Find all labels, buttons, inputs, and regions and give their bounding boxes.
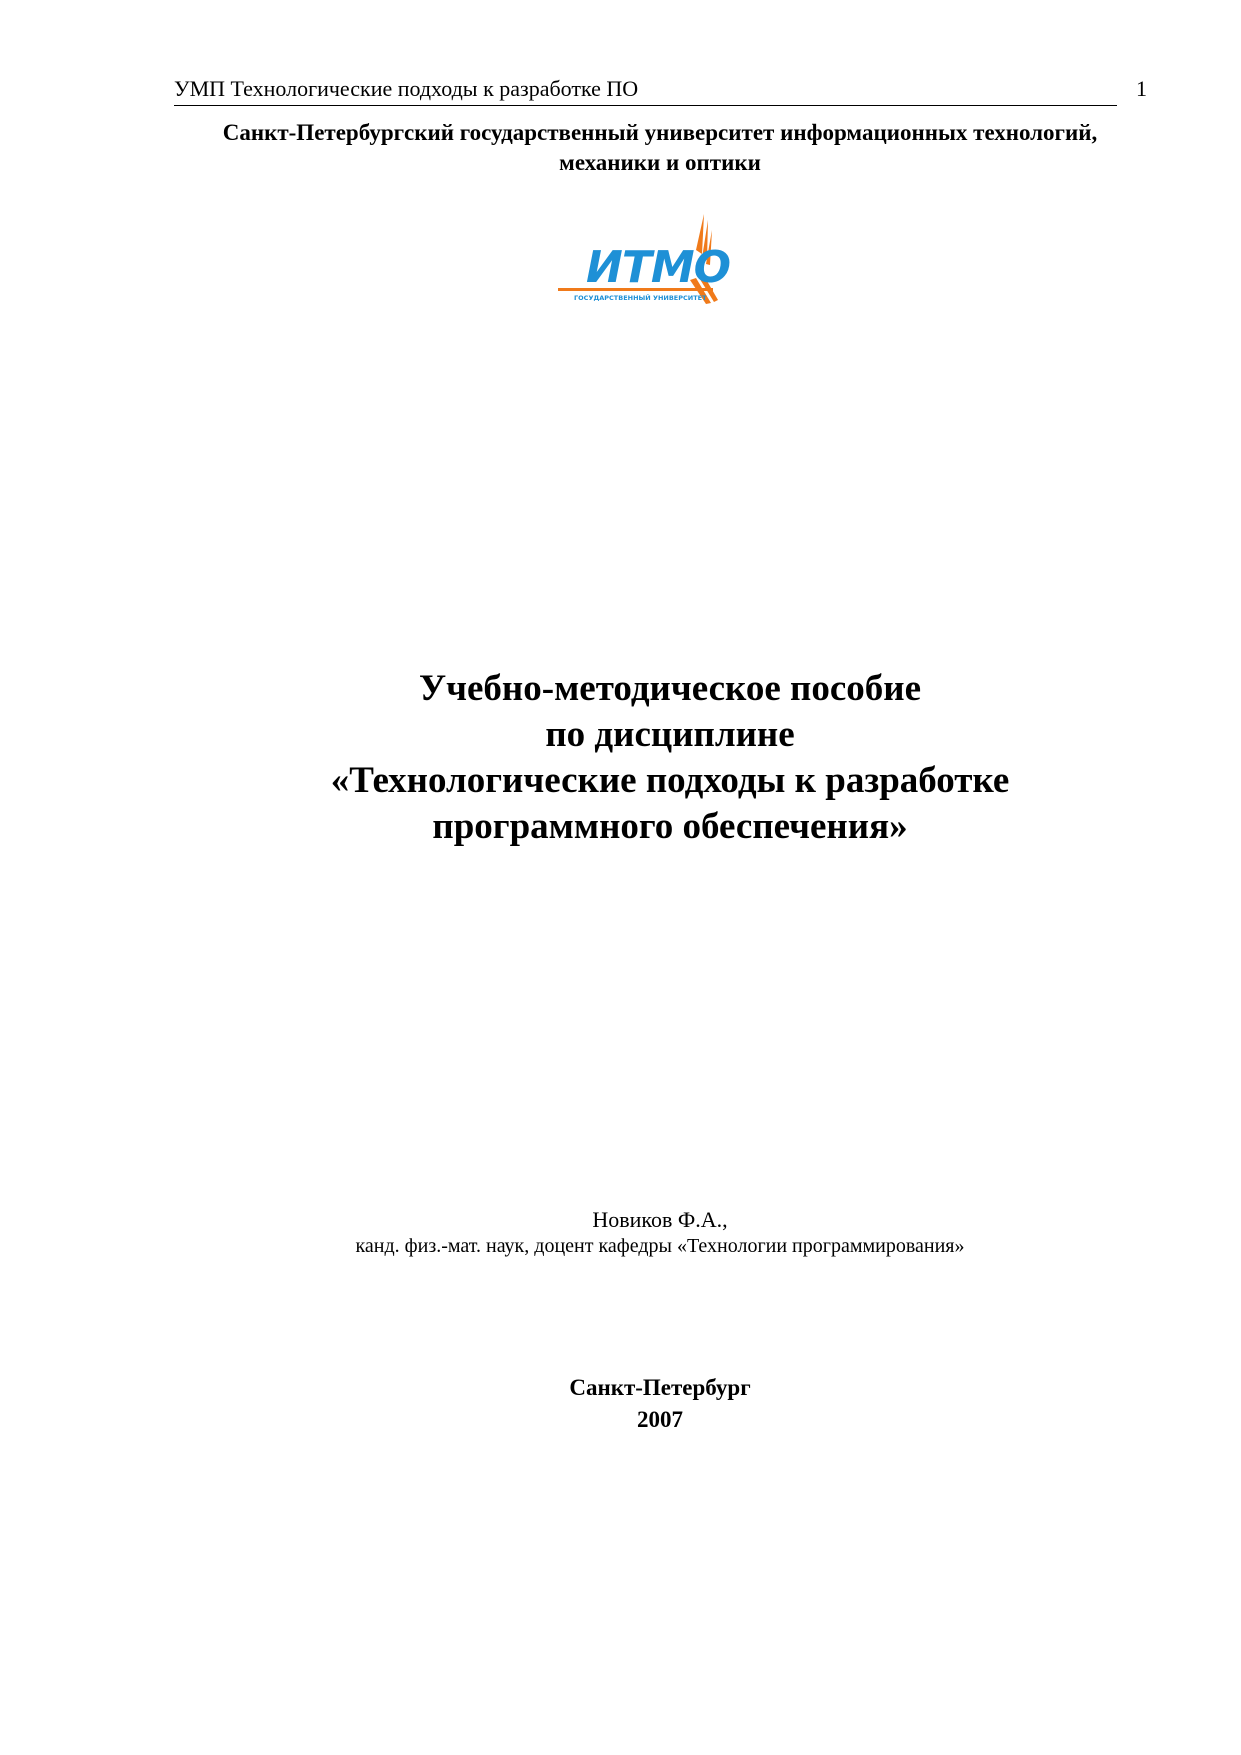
document-title-line-4: программного обеспечения» bbox=[432, 806, 908, 847]
document-title-line-1: Учебно-методическое пособие bbox=[418, 668, 921, 709]
running-header bbox=[174, 74, 1114, 106]
running-header-title: УМП Технологические подходы к разработке ПО bbox=[174, 76, 639, 101]
itmo-logo bbox=[556, 210, 736, 306]
university-name-line-1: Санкт-Петербургский государственный университет информационных технологий, bbox=[222, 120, 1098, 145]
itmo-logo-text: ИТМО bbox=[586, 242, 731, 293]
author-position: канд. физ.-мат. наук, доцент кафедры «Технологии программирования» bbox=[355, 1235, 965, 1257]
publication-year: 2007 bbox=[637, 1407, 683, 1432]
document-title bbox=[170, 666, 1170, 850]
publication-place-year bbox=[460, 1372, 860, 1436]
document-title-line-2: по дисциплине bbox=[545, 714, 795, 755]
university-name-line-2: механики и оптики bbox=[559, 150, 761, 175]
document-title-line-3: «Технологические подходы к разработке bbox=[330, 760, 1010, 801]
itmo-logo-subtext: ГОСУДАРСТВЕННЫЙ УНИВЕРСИТЕТ bbox=[574, 294, 707, 302]
university-name bbox=[160, 118, 1160, 178]
page-number: 1 bbox=[1136, 76, 1147, 101]
publication-city: Санкт-Петербург bbox=[569, 1375, 751, 1400]
header-rule bbox=[174, 105, 1117, 106]
author-name: Новиков Ф.А., bbox=[592, 1207, 728, 1232]
itmo-logo-graphic bbox=[556, 210, 736, 306]
